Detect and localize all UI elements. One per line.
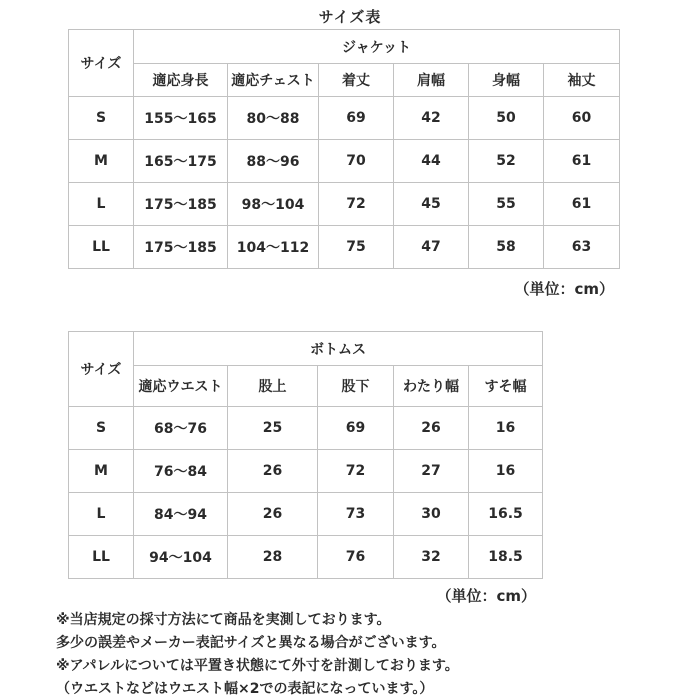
value-cell: 58 xyxy=(469,226,544,269)
value-cell: 72 xyxy=(319,183,394,226)
value-cell: 45 xyxy=(394,183,469,226)
value-cell: 75 xyxy=(319,226,394,269)
value-cell: 63 xyxy=(544,226,620,269)
bottoms-header-row xyxy=(69,332,543,366)
jacket-size-header: サイズ xyxy=(69,30,134,97)
value-cell: 44 xyxy=(394,140,469,183)
value-cell: 94〜104 xyxy=(134,536,228,579)
value-cell: 42 xyxy=(394,97,469,140)
jacket-col-header-body-width: 身幅 xyxy=(469,64,544,97)
jacket-group-header: ジャケット xyxy=(134,30,620,64)
value-cell: 98〜104 xyxy=(228,183,319,226)
size-cell: S xyxy=(69,97,134,140)
size-cell: S xyxy=(69,407,134,450)
bottoms-row-ll xyxy=(69,536,543,579)
jacket-row-s xyxy=(69,97,620,140)
value-cell: 69 xyxy=(319,97,394,140)
bottoms-column-header-row xyxy=(69,366,543,407)
page-title: サイズ表 xyxy=(318,8,382,26)
value-cell: 52 xyxy=(469,140,544,183)
note-line: ※アパレルについては平置き状態にて外寸を計測しております。 xyxy=(56,658,459,674)
value-cell: 28 xyxy=(228,536,318,579)
jacket-col-header-shoulder: 肩幅 xyxy=(394,64,469,97)
value-cell: 175〜185 xyxy=(134,226,228,269)
size-cell: M xyxy=(69,140,134,183)
value-cell: 55 xyxy=(469,183,544,226)
value-cell: 16 xyxy=(469,450,543,493)
value-cell: 155〜165 xyxy=(134,97,228,140)
bottoms-col-header-waist: 適応ウエスト xyxy=(134,366,228,407)
jacket-col-header-chest: 適応チェスト xyxy=(228,64,319,97)
value-cell: 69 xyxy=(318,407,394,450)
jacket-row-m xyxy=(69,140,620,183)
value-cell: 18.5 xyxy=(469,536,543,579)
bottoms-row-l xyxy=(69,493,543,536)
value-cell: 26 xyxy=(228,493,318,536)
jacket-column-header-row xyxy=(69,64,620,97)
value-cell: 47 xyxy=(394,226,469,269)
value-cell: 70 xyxy=(319,140,394,183)
jacket-size-table xyxy=(68,29,620,269)
value-cell: 73 xyxy=(318,493,394,536)
value-cell: 32 xyxy=(394,536,469,579)
value-cell: 72 xyxy=(318,450,394,493)
value-cell: 84〜94 xyxy=(134,493,228,536)
value-cell: 80〜88 xyxy=(228,97,319,140)
value-cell: 26 xyxy=(228,450,318,493)
value-cell: 68〜76 xyxy=(134,407,228,450)
bottoms-size-table xyxy=(68,331,543,579)
size-cell: L xyxy=(69,183,134,226)
value-cell: 27 xyxy=(394,450,469,493)
value-cell: 165〜175 xyxy=(134,140,228,183)
size-cell: LL xyxy=(69,536,134,579)
bottoms-group-header: ボトムス xyxy=(134,332,543,366)
note-line: （ウエストなどはウエスト幅×2での表記になっています。） xyxy=(56,681,434,697)
value-cell: 61 xyxy=(544,183,620,226)
value-cell: 76 xyxy=(318,536,394,579)
jacket-row-ll xyxy=(69,226,620,269)
jacket-col-header-length: 着丈 xyxy=(319,64,394,97)
bottoms-unit-label: （単位：cm） xyxy=(436,587,536,605)
value-cell: 88〜96 xyxy=(228,140,319,183)
note-line: 多少の誤差やメーカー表記サイズと異なる場合がございます。 xyxy=(56,635,446,651)
bottoms-col-header-thigh: わたり幅 xyxy=(394,366,469,407)
value-cell: 175〜185 xyxy=(134,183,228,226)
value-cell: 26 xyxy=(394,407,469,450)
jacket-row-l xyxy=(69,183,620,226)
value-cell: 16.5 xyxy=(469,493,543,536)
size-cell: LL xyxy=(69,226,134,269)
jacket-col-header-height: 適応身長 xyxy=(134,64,228,97)
bottoms-col-header-rise: 股上 xyxy=(228,366,318,407)
size-cell: L xyxy=(69,493,134,536)
bottoms-col-header-inseam: 股下 xyxy=(318,366,394,407)
size-cell: M xyxy=(69,450,134,493)
value-cell: 104〜112 xyxy=(228,226,319,269)
measurement-notes xyxy=(56,609,676,700)
bottoms-row-s xyxy=(69,407,543,450)
value-cell: 30 xyxy=(394,493,469,536)
bottoms-col-header-hem: すそ幅 xyxy=(469,366,543,407)
value-cell: 76〜84 xyxy=(134,450,228,493)
jacket-header-row xyxy=(69,30,620,64)
value-cell: 61 xyxy=(544,140,620,183)
value-cell: 25 xyxy=(228,407,318,450)
value-cell: 60 xyxy=(544,97,620,140)
note-line: ※当店規定の採寸方法にて商品を実測しております。 xyxy=(56,612,391,628)
jacket-col-header-sleeve: 袖丈 xyxy=(544,64,620,97)
bottoms-row-m xyxy=(69,450,543,493)
value-cell: 50 xyxy=(469,97,544,140)
bottoms-size-header: サイズ xyxy=(69,332,134,407)
value-cell: 16 xyxy=(469,407,543,450)
jacket-unit-label: （単位：cm） xyxy=(514,280,614,298)
